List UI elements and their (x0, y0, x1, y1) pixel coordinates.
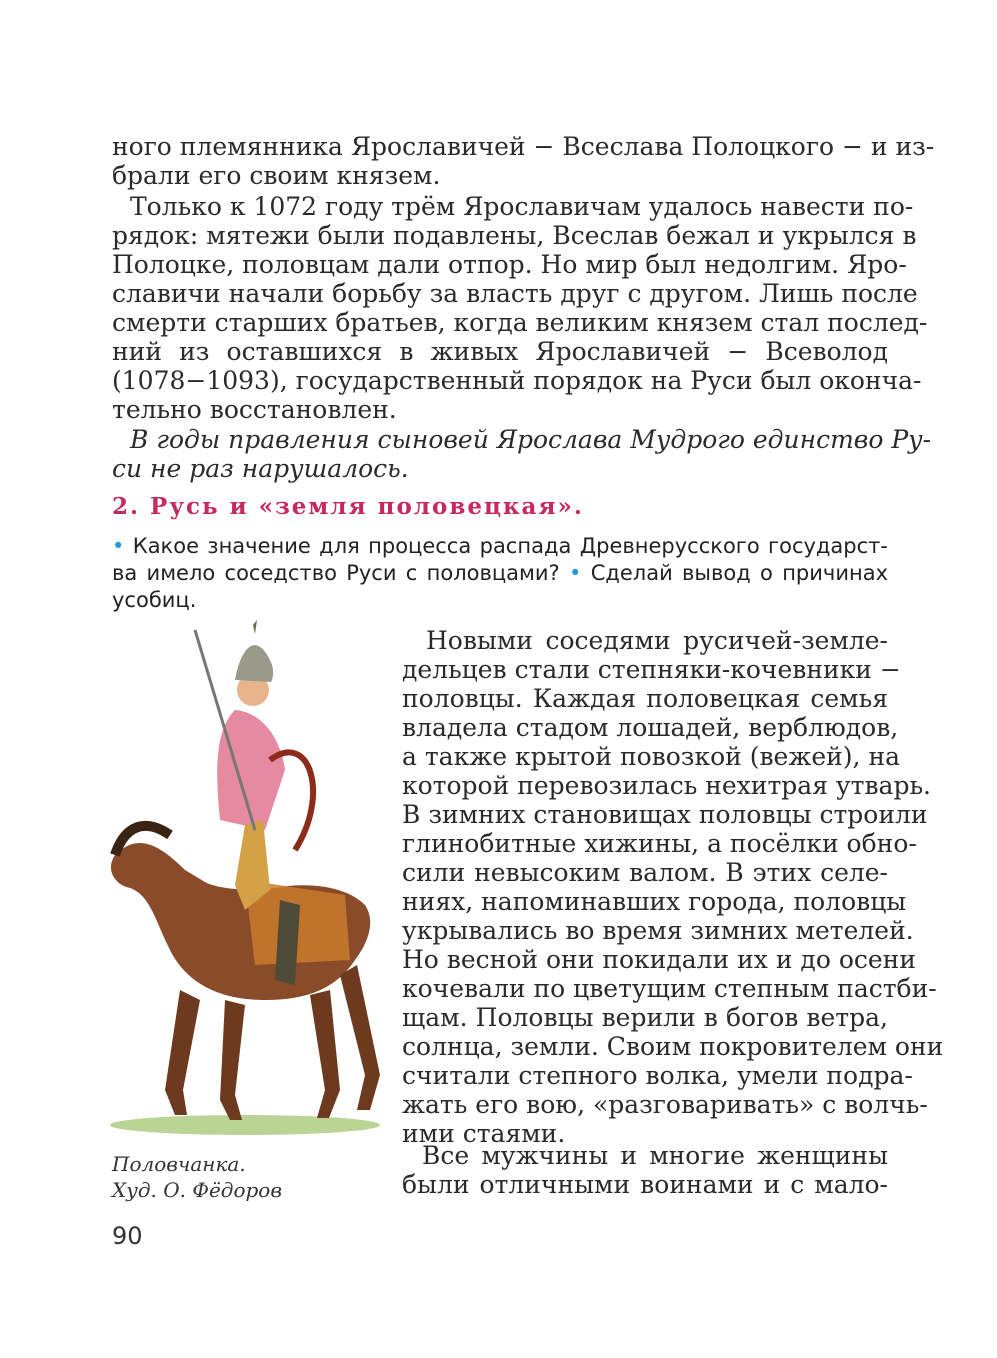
question-line (112, 533, 888, 559)
text-line: жать его вою, «разговаривать» с волчь- (402, 1090, 928, 1119)
text-line: ного племянника Ярославичей − Всеслава Полоцкого − и из- (112, 132, 935, 161)
text-line: сили невысоким валом. В этих селе- (402, 858, 888, 887)
text-line: ими стаями. (402, 1119, 566, 1148)
question-line: усобиц. (112, 588, 197, 612)
text-line: рядок: мятежи были подавлены, Всеслав бежал и укрылся в (112, 221, 917, 250)
text-line: Полоцке, половцам дали отпор. Но мир был недолгим. Яро- (112, 250, 907, 279)
question-text: Сделай вывод о причинах (590, 561, 888, 585)
text-line: (1078−1093), государственный порядок на Руси был оконча- (112, 366, 922, 395)
text-line: Только к 1072 году трём Ярославичам удалось навести по- (130, 192, 914, 221)
text-line: укрывались во время зимних метелей. (402, 916, 914, 945)
text-line: кочевали по цветущим степным пастби- (402, 974, 937, 1003)
illustration-polovtsian-rider (95, 620, 385, 1140)
figure-caption: Худ. О. Фёдоров (112, 1178, 282, 1202)
figure-caption: Половчанка. (112, 1152, 246, 1176)
text-line: тельно восстановлен. (112, 395, 397, 424)
question-line (112, 560, 888, 586)
conclusion-line: си не раз нарушалось. (112, 454, 409, 483)
text-line: половцы. Каждая половецкая семья (402, 684, 888, 713)
bullet-icon: • (112, 534, 125, 558)
text-line: ний из оставшихся в живых Ярославичей − Всеволод (112, 337, 888, 366)
text-line: ниях, напоминавших города, половцы (402, 887, 907, 916)
page-number: 90 (112, 1222, 143, 1250)
question-text: Какое значение для процесса распада Древнерусского государст- (132, 534, 888, 558)
text-line: которой перевозилась нехитрая утварь. (402, 771, 932, 800)
text-line: В зимних становищах половцы строили (402, 800, 928, 829)
question-text: ва имело соседство Руси с половцами? (112, 561, 560, 585)
text-line: а также крытой повозкой (вежей), на (402, 742, 901, 771)
text-line: Все мужчины и многие женщины (422, 1141, 888, 1170)
text-line: Но весной они покидали их и до осени (402, 945, 916, 974)
text-line: брали его своим князем. (112, 161, 441, 190)
conclusion-line: В годы правления сыновей Ярослава Мудрого единство Ру- (130, 425, 932, 454)
text-line: были отличными воинами и с мало- (402, 1170, 888, 1199)
text-line: Новыми соседями русичей-земле- (426, 626, 888, 655)
text-line: считали степного волка, умели подра- (402, 1061, 913, 1090)
text-line: солнца, земли. Своим покровителем они (402, 1032, 944, 1061)
text-line: глинобитные хижины, а посёлки обно- (402, 829, 917, 858)
text-line: дельцев стали степняки-кочевники − (402, 655, 901, 684)
section-heading: 2. Русь и «земля половецкая». (112, 493, 584, 520)
text-line: смерти старших братьев, когда великим князем стал послед- (112, 308, 928, 337)
text-line: владела стадом лошадей, верблюдов, (402, 713, 899, 742)
text-line: щам. Половцы верили в богов ветра, (402, 1003, 888, 1032)
text-line: славичи начали борьбу за власть друг с другом. Лишь после (112, 279, 918, 308)
bullet-icon: • (569, 561, 582, 585)
